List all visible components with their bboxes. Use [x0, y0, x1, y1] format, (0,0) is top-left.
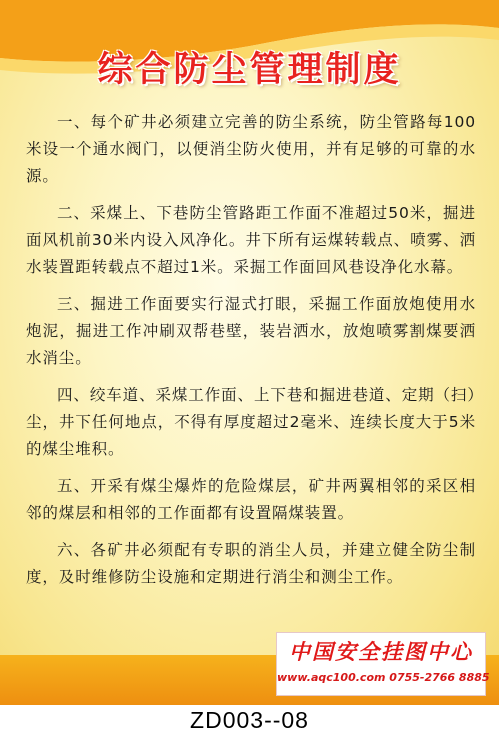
rule-paragraph-5: 五、开采有煤尘爆炸的危险煤层，矿井两翼相邻的采区相邻的煤层和相邻的工作面都有设置隔煤装置。 — [26, 477, 476, 522]
rule-paragraph-2: 二、采煤上、下巷防尘管路距工作面不准超过50米，掘进面风机前30米内设入风净化。井下所有运煤转载点、喷雾、洒水装置距转载点不超过1米。采掘工作面回风巷设净化水幕。 — [26, 204, 476, 276]
poster-title: 综合防尘管理制度 — [97, 50, 402, 90]
publisher-stamp — [276, 632, 490, 696]
stamp-contact: www.aqc100.com 0755-2766 8885 — [277, 671, 490, 684]
rule-paragraph-3: 三、掘进工作面要实行湿式打眼，采掘工作面放炮使用水炮泥，掘进工作冲刷双帮巷壁，装岩洒水，放炮喷雾割煤要洒水消尘。 — [26, 295, 476, 367]
rule-paragraph-1: 一、每个矿井必须建立完善的防尘系统，防尘管路每100米设一个通水阀门，以便消尘防火使用，并有足够的可靠的水源。 — [26, 113, 476, 185]
rule-paragraph-6: 六、各矿井必须配有专职的消尘人员，并建立健全防尘制度，及时维修防尘设施和定期进行消尘和测尘工作。 — [26, 541, 476, 586]
stamp-brand: 中国安全挂图中心 — [289, 639, 473, 664]
rules-body — [26, 109, 476, 601]
rule-paragraph-4: 四、绞车道、采煤工作面、上下巷和掘进巷道、定期（扫）尘，井下任何地点，不得有厚度超过2毫米、连续长度大于5米的煤尘堆积。 — [26, 386, 476, 458]
product-code: ZD003--08 — [190, 707, 309, 733]
